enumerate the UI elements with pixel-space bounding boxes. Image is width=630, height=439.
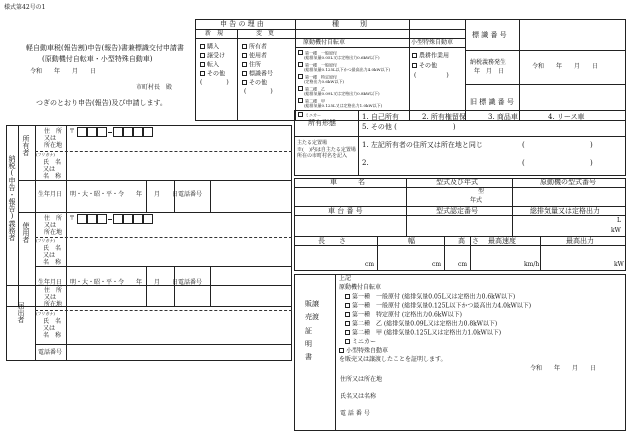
cert-special[interactable]: 小型特殊自動車 <box>339 348 388 355</box>
cert-item-5[interactable]: 第二種 甲 (総排気量0.125L又は定格出力1.0kW以下) <box>345 330 501 337</box>
cert-class-header: 原動機付自転車 <box>339 284 382 291</box>
model-sub-year: 年式 <box>470 197 483 204</box>
ownership-option-3[interactable]: 3. 商品車 <box>488 113 518 121</box>
vehicle-block <box>294 178 626 271</box>
height-unit: cm <box>458 261 468 268</box>
submitter-furigana-label: (フリガナ) <box>36 311 55 316</box>
issue-date-label-2: 年 月 日 <box>474 68 505 75</box>
submitter-name-label: 氏 名 又は 名 称 <box>43 318 62 339</box>
power-unit: kW <box>614 261 624 268</box>
cert-item-1[interactable]: 第一種 一般原付 (総排気量0.05L又は定格出力0.6kW以下) <box>345 294 515 301</box>
reason-new-other[interactable]: その他 <box>200 71 225 78</box>
plate-number-label: 標 識 番 号 <box>472 31 507 39</box>
reason-change-other[interactable]: その他 <box>242 80 267 87</box>
owner-name-label: 氏 名 又は 名 称 <box>43 159 62 180</box>
reason-new-purchase[interactable]: 購入 <box>200 44 219 51</box>
cert-item-2[interactable]: 第一種 一般原付 (総排気量0.125L以下かつ最高出力4.0kW以下) <box>345 303 531 310</box>
cert-phone-label: 電 話 番 号 <box>340 410 370 417</box>
user-address-label: 住 所 又は 所在地 <box>44 215 63 236</box>
cert-item-3[interactable]: 第一種 特定原付 (定格出力0.6kW以下) <box>345 312 462 319</box>
cert-item-4[interactable]: 第二種 乙 (総排気量0.09L又は定格出力0.8kW以下) <box>345 321 497 328</box>
unit-l: L <box>617 217 621 224</box>
issue-date-value: 令和 年 月 日 <box>532 63 599 70</box>
old-plate-label: 旧 標 識 番 号 <box>470 98 514 106</box>
owner-furigana-label: (フリガナ) <box>36 152 55 157</box>
submitter-phone-label: 電話番号 <box>38 349 63 356</box>
keep-place-label: 主たる定置場 ※( )内は自主たる定置場所在の市町村名を記入 <box>297 140 356 159</box>
ownership-option-5[interactable]: 5. その他 ( ) <box>362 123 456 131</box>
issue-date-label-1: 納税義務発生 <box>470 59 507 66</box>
owner-dob-value: 明・大・昭・平・令 年 月 日 <box>70 191 179 198</box>
submitter-address-label: 住 所 又は 所在地 <box>44 287 63 308</box>
special-farm[interactable]: 農耕作業用 <box>412 53 449 60</box>
moped-header: 原動機付自転車 <box>303 39 346 46</box>
displacement-label: 総排気量又は定格出力 <box>530 207 600 215</box>
speed-unit: km/h <box>524 261 540 268</box>
form-title: 軽自動車税(報告割)申告(報告)書兼標識交付申請書 <box>26 44 184 52</box>
submitter-side-label: 届出者 <box>17 302 25 323</box>
width-unit: cm <box>432 261 442 268</box>
cert-date: 令和 年 月 日 <box>530 365 597 372</box>
owner-address-label: 住 所 又は 所在地 <box>44 128 63 149</box>
model-sub-type: 型 <box>478 188 485 195</box>
owner-postal-box[interactable] <box>97 127 107 137</box>
form-number: 様式第42号の1 <box>4 4 46 11</box>
change-label: 変 更 <box>256 30 275 37</box>
length-label: 長 さ <box>318 237 346 245</box>
user-postal-box[interactable] <box>97 214 107 224</box>
owner-postal-box[interactable] <box>87 127 97 137</box>
speed-label: 最高速度 <box>488 237 516 245</box>
statement: つぎのとおり申告(報告)及び申請します。 <box>36 99 167 107</box>
reason-change-user[interactable]: 使用者 <box>242 53 267 60</box>
reason-header: 申 告 の 理 由 <box>220 20 264 28</box>
height-label: 高 さ <box>458 237 479 245</box>
user-phone-label: 電話番号 <box>178 279 203 286</box>
owner-postal-box[interactable] <box>113 127 123 137</box>
owner-dob-label: 生年月日 <box>38 191 63 198</box>
reason-new-transfer[interactable]: 譲受け <box>200 53 225 60</box>
reason-new-movein[interactable]: 転入 <box>200 62 219 69</box>
special-paren: ( ) <box>414 72 449 79</box>
reason-change-address[interactable]: 住所 <box>242 62 261 69</box>
cert-name-label: 氏名又は名称 <box>340 393 377 400</box>
cert-side-label: 販譲 売渡 証 明 書 <box>305 300 319 362</box>
owner-postal-box[interactable] <box>123 127 133 137</box>
addressee: 市町村長 殿 <box>136 84 173 91</box>
form-subtitle: (原動機付自転車・小型特殊自動車) <box>42 55 153 63</box>
length-unit: cm <box>365 261 375 268</box>
power-label: 最高出力 <box>566 237 594 245</box>
user-postal-box[interactable] <box>77 214 87 224</box>
ownership-option-4[interactable]: 4. リース車 <box>548 113 585 121</box>
user-label: 使用者 <box>22 222 30 243</box>
owner-phone-label: 電話番号 <box>178 191 203 198</box>
user-postal-box[interactable] <box>113 214 123 224</box>
owner-postal-box[interactable] <box>77 127 87 137</box>
maker-label: 車 名 <box>330 178 365 186</box>
cert-address-label: 住所又は所在地 <box>340 376 383 383</box>
user-name-label: 氏 名 又は 名 称 <box>43 245 62 266</box>
cert-item-minicar[interactable]: ミニカー <box>345 339 376 346</box>
keep-option-2[interactable]: 2. <box>362 159 369 167</box>
reason-change-owner[interactable]: 所有者 <box>242 44 267 51</box>
user-postal-box[interactable] <box>87 214 97 224</box>
cert-intro: 上記 <box>339 275 352 282</box>
cert-statement: を販売又は譲渡したことを証明します。 <box>339 356 447 363</box>
reason-change-plate[interactable]: 標識番号 <box>242 71 273 78</box>
user-postal-mark: 〒 <box>69 215 76 222</box>
special-header: 小型特殊自動車 <box>411 39 454 46</box>
new-label: 新 規 <box>205 30 224 37</box>
user-postal-box[interactable] <box>143 214 153 224</box>
user-postal-box[interactable] <box>133 214 143 224</box>
ownership-label: 所有形態 <box>308 119 336 127</box>
type-header: 種 別 <box>332 20 367 28</box>
special-other[interactable]: その他 <box>412 63 437 70</box>
owner-postal-box[interactable] <box>143 127 153 137</box>
width-label: 幅 <box>408 237 415 245</box>
reason-change-paren: ( ) <box>244 88 273 95</box>
user-furigana-label: (フリガナ) <box>36 238 55 243</box>
ownership-option-1[interactable]: 1. 自己所有 <box>362 113 399 121</box>
unit-kw: kW <box>611 227 621 234</box>
reason-new-paren: ( ) <box>200 79 229 86</box>
keep-option-1[interactable]: 1. 左記所有者の住所又は所在地と同じ <box>362 141 483 149</box>
model-label: 型式及び年式 <box>436 178 478 186</box>
owner-postal-mark: 〒 <box>69 128 76 135</box>
engine-label: 原動機の型式番号 <box>540 178 596 186</box>
user-dob-value: 明・大・昭・平・令 年 月 日 <box>70 279 179 286</box>
form-date: 令和 年 月 日 <box>30 68 97 75</box>
owner-postal-box[interactable] <box>133 127 143 137</box>
ownership-option-2[interactable]: 2. 所有権留保 <box>422 113 466 121</box>
user-dob-label: 生年月日 <box>38 279 63 286</box>
chassis-label: 車 台 番 号 <box>328 207 363 215</box>
moped-item-minicar[interactable]: ミニカー <box>298 112 321 118</box>
taxpayer-side-label: 納税(申告・報告)義務者 <box>8 155 16 241</box>
owner-label: 所有者 <box>22 135 30 156</box>
user-postal-box[interactable] <box>123 214 133 224</box>
cert-label: 型式認定番号 <box>436 207 478 215</box>
